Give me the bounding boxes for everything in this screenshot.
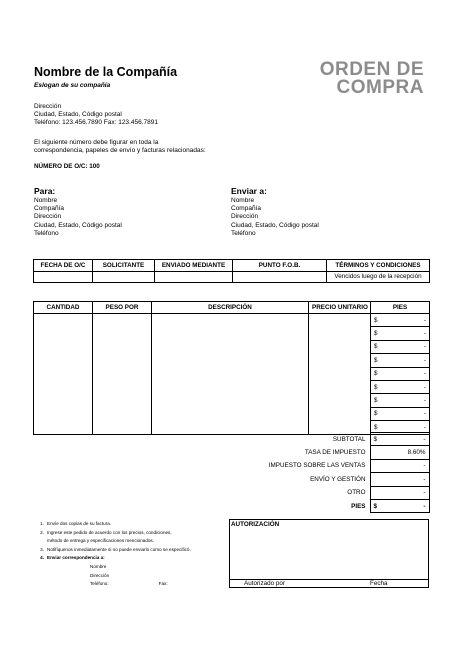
header-unit-price: PRECIO UNITARIO xyxy=(309,302,371,314)
currency-symbol: $ xyxy=(374,397,378,405)
contact-phone-label: Teléfono: xyxy=(90,581,109,587)
bill-to-line: Compañía xyxy=(34,205,64,213)
instructions-list xyxy=(33,520,191,589)
terms-cell[interactable]: Vencidos luego de la recepción xyxy=(327,271,430,283)
instruction-text: método de entrega y especificaciones mencionados. xyxy=(47,538,154,544)
address-line: Teléfono: 123.456.7890 Fax: 123.456.7891 xyxy=(34,119,158,127)
instruction-text: Envíe dos copias de su factura. xyxy=(47,521,112,526)
sales-tax-label: IMPUESTO SOBRE LAS VENTAS xyxy=(268,462,366,470)
line-total-cell xyxy=(371,380,430,393)
quantity-column[interactable] xyxy=(34,314,93,435)
grand-total-label: PIES xyxy=(351,502,366,510)
document-title-line-2: COMPRA xyxy=(336,77,424,98)
authorized-by-label: Autorizado por xyxy=(244,580,285,587)
line-total-value: - xyxy=(423,383,426,391)
line-total-cell xyxy=(371,367,430,380)
instruction-item xyxy=(33,554,191,563)
line-total-cell xyxy=(371,327,430,340)
subtotal-label: SUBTOTAL xyxy=(332,435,366,443)
header-total: PIES xyxy=(371,302,430,314)
unit-price-column[interactable] xyxy=(309,314,371,435)
address-line: Ciudad, Estado, Código postal xyxy=(34,111,122,119)
subtotal-value xyxy=(370,433,429,446)
ship-to-block xyxy=(231,186,319,238)
po-date-cell[interactable] xyxy=(34,271,93,283)
description-column[interactable] xyxy=(152,314,309,435)
date-label: Fecha xyxy=(370,580,388,587)
document-title-line-1: ORDEN DE xyxy=(319,59,424,80)
po-reference-note xyxy=(34,139,206,155)
contact-fax-label: Fax: xyxy=(158,581,168,587)
line-total-value: - xyxy=(423,356,426,364)
currency-symbol: $ xyxy=(373,502,378,510)
currency-symbol: $ xyxy=(374,343,378,351)
order-info-table xyxy=(33,259,430,283)
instruction-text: Ingrese este pedido de acuerdo con los precios, condiciones, xyxy=(47,529,172,535)
address-line: Dirección xyxy=(34,103,62,110)
tax-rate-row xyxy=(33,446,429,459)
contact-name: Nombre xyxy=(90,563,107,569)
ship-to-line: Ciudad, Estado, Código postal xyxy=(231,221,319,229)
order-info-header-row xyxy=(34,260,430,272)
subtotal-amount: - xyxy=(423,435,426,443)
header-shipped-via: ENVIADO MEDIANTE xyxy=(155,260,233,272)
ship-to-line: Dirección xyxy=(231,213,259,221)
instruction-text: Enviar correspondencia a: xyxy=(47,555,105,561)
sales-tax-row xyxy=(33,459,429,472)
grand-total-value xyxy=(370,499,429,512)
bill-to-block xyxy=(34,186,122,238)
bill-to-line: Teléfono xyxy=(34,229,59,237)
tax-rate-label: TASA DE IMPUESTO xyxy=(304,449,366,457)
company-slogan: Eslogan de su compañía xyxy=(34,82,111,89)
document-title xyxy=(320,61,424,97)
line-total-cell xyxy=(371,340,430,353)
line-total-value: - xyxy=(423,316,426,324)
items-table xyxy=(33,301,430,435)
currency-symbol: $ xyxy=(374,410,378,418)
item-row xyxy=(34,314,430,327)
po-number: NÚMERO DE O/C: 100 xyxy=(34,163,100,170)
ship-to-line: Nombre xyxy=(231,197,255,204)
company-address xyxy=(34,103,158,128)
shipping-value[interactable]: - xyxy=(370,473,429,486)
instruction-item xyxy=(33,537,191,546)
header-fob-point: PUNTO F.O.B. xyxy=(233,260,327,272)
instruction-number: 1. xyxy=(40,521,44,526)
other-value[interactable]: - xyxy=(370,486,429,499)
instruction-item xyxy=(33,546,191,555)
authorization-box[interactable] xyxy=(229,519,429,588)
note-line: El siguiente número debe figurar en toda la xyxy=(34,139,159,146)
line-total-value: - xyxy=(423,397,426,405)
header-weight: PESO POR xyxy=(93,302,152,314)
items-header-row xyxy=(34,302,430,314)
order-info-value-row xyxy=(34,271,430,283)
line-total-cell xyxy=(371,314,430,327)
currency-symbol: $ xyxy=(374,423,378,431)
ship-to-line: Teléfono xyxy=(231,229,256,237)
tax-rate-value[interactable]: 8.60% xyxy=(370,446,429,459)
bill-to-line: Dirección xyxy=(34,213,62,221)
weight-column[interactable] xyxy=(93,314,152,435)
currency-symbol: $ xyxy=(374,383,378,391)
requester-cell[interactable] xyxy=(93,271,155,283)
currency-symbol: $ xyxy=(374,356,378,364)
other-label: OTRO xyxy=(347,489,366,497)
currency-symbol: $ xyxy=(374,330,378,338)
line-total-value: - xyxy=(423,330,426,338)
ship-to-line: Compañía xyxy=(231,205,261,213)
header-terms: TÉRMINOS Y CONDICIONES xyxy=(327,260,430,272)
shipping-label: ENVÍO Y GESTIÓN xyxy=(310,475,366,483)
note-line: correspondencia, papeles de envío y facturas relacionadas: xyxy=(34,147,206,155)
bill-to-line: Ciudad, Estado, Código postal xyxy=(34,221,122,229)
instruction-item xyxy=(33,520,191,529)
bill-to-line: Nombre xyxy=(34,197,58,204)
instruction-number: 3. xyxy=(40,546,44,552)
sales-tax-value: - xyxy=(370,459,429,472)
line-total-cell xyxy=(371,354,430,367)
currency-symbol: $ xyxy=(374,316,378,324)
contact-address: Dirección xyxy=(90,572,110,578)
header-requester: SOLICITANTE xyxy=(93,260,155,272)
subtotal-row xyxy=(33,433,429,446)
shipping-row xyxy=(33,473,429,486)
currency-symbol: $ xyxy=(373,435,378,443)
authorization-title: AUTORIZACIÓN xyxy=(231,521,280,528)
fob-point-cell[interactable] xyxy=(233,271,327,283)
header-quantity: CANTIDAD xyxy=(34,302,93,314)
grand-total-amount: - xyxy=(423,502,426,510)
instruction-number: 2. xyxy=(40,529,44,535)
line-total-value: - xyxy=(423,370,426,378)
currency-symbol: $ xyxy=(374,370,378,378)
line-total-cell xyxy=(371,407,430,420)
other-row xyxy=(33,486,429,499)
line-total-cell xyxy=(371,394,430,407)
line-total-value: - xyxy=(423,423,426,431)
grand-total-row xyxy=(33,499,429,512)
header-po-date: FECHA DE O/C xyxy=(34,260,93,272)
ship-to-heading: Enviar a: xyxy=(231,186,267,196)
instruction-text: Notifíquenos inmediatamente si no puede enviarlo como se especificó. xyxy=(47,546,191,552)
instruction-item xyxy=(33,529,191,538)
company-name: Nombre de la Compañía xyxy=(34,65,178,79)
shipped-via-cell[interactable] xyxy=(155,271,233,283)
bill-to-heading: Para: xyxy=(34,186,56,196)
instruction-number: 4. xyxy=(40,555,44,561)
header-description: DESCRIPCIÓN xyxy=(152,302,309,314)
line-total-value: - xyxy=(423,410,426,418)
contact-phone-fax xyxy=(33,580,191,589)
totals-table xyxy=(33,432,430,513)
line-total-value: - xyxy=(423,343,426,351)
